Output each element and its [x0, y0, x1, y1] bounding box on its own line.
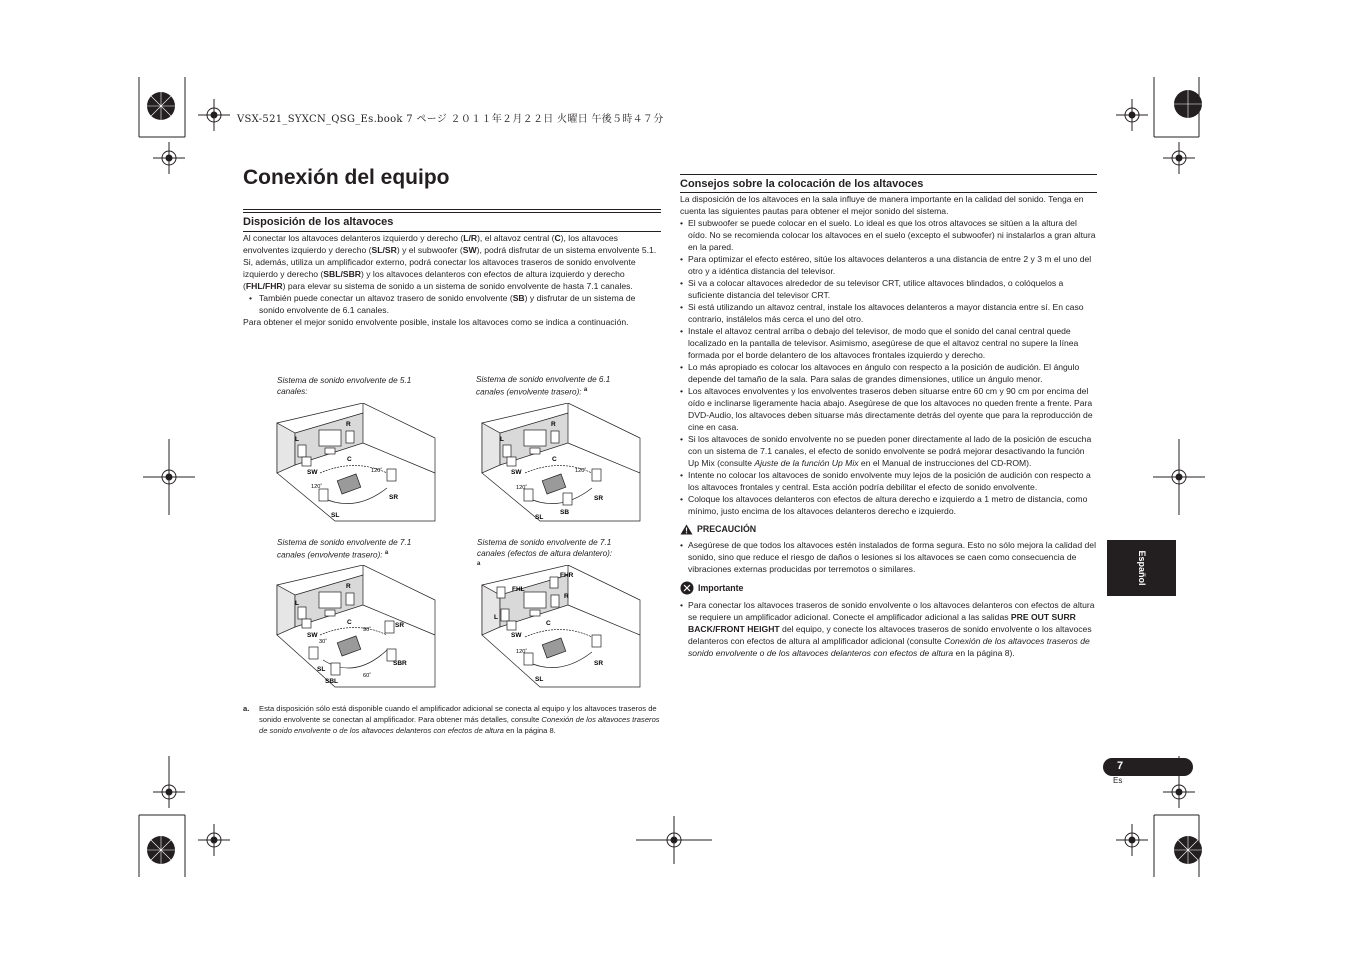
label-L: L — [295, 436, 299, 443]
label-SL: SL — [331, 512, 340, 519]
language-tab: Español — [1107, 540, 1176, 596]
list-item: • Coloque los altavoces delanteros con efectos de altura derecho e izquierdo a 1 metro de distancia, como mínimo, justo encima de los altavoces delanteros derecho e izquierdo. — [680, 493, 1097, 517]
list-item: • Los altavoces envolventes y los envolventes traseros deben situarse entre 60 cm y 90 cm por encima del oído e inclinarse ligeramente hacia abajo. Asegúrese de que los altavoces no queden frente a frente. Para DVD-Audio, los altavoces deben situarse más directamente detrás del oyente que para la reproducción de cine en casa. — [680, 385, 1097, 433]
speaker-diagram-6-1 — [480, 403, 660, 523]
label-R: R — [346, 421, 351, 428]
label-SW: SW — [511, 632, 522, 639]
label-L: L — [494, 614, 498, 621]
label-SBL: SBL — [325, 678, 338, 685]
label-L: L — [500, 436, 504, 443]
angle-label: 120˚ — [575, 468, 587, 474]
label-R: R — [346, 583, 351, 590]
label-SB: SB — [560, 509, 570, 516]
important-icon — [680, 581, 694, 595]
label-SBR: SBR — [393, 660, 407, 667]
list-item: • Si está utilizando un altavoz central, instale los altavoces delanteros a mayor distancia entre sí. En caso contrario, instálelos más cerca el uno del otro. — [680, 301, 1097, 325]
label-SW: SW — [307, 469, 318, 476]
label-SL: SL — [535, 676, 544, 683]
list-item: • Instale el altavoz central arriba o debajo del televisor, de modo que el sonido del canal central quede localizado en la pantalla de televisor. Asimismo, asegúrese de que el altavoz central no supere la línea formada por el borde delantero de los altavoces frontales izquierdo y derecho. — [680, 325, 1097, 361]
list-item: • Lo más apropiado es colocar los altavoces en ángulo con respecto a la posición de audición. El ángulo depende del tamaño de la sala. Para salas de grandes dimensiones, utilice un ángulo menor. — [680, 361, 1097, 385]
label-R: R — [564, 593, 569, 600]
label-SL: SL — [535, 514, 544, 521]
angle-label: 30˚ — [319, 639, 328, 645]
angle-label: 60˚ — [363, 673, 372, 679]
paragraph-external-amp: Si, además, utiliza un amplificador externo, podrá conectar los altavoces traseros de sonido envolvente izquierdo y derecho (SBL/SBR) y los altavoces delanteros con efectos de altura izquierdo y derecho (FHL/FHR) para elevar su sistema de sonido a un sistema de sonido envolvente de hasta 7.1 canales. — [243, 257, 636, 291]
important-text: • Para conectar los altavoces traseros de sonido envolvente o los altavoces delanteros con efectos de altura se requiere un amplificador adicional. Conecte el amplificador adicional a las salidas PRE OUT SURR BACK/FRONT HEIGHT del equipo, y conecte los altavoces traseros de sonido envolvente o los altavoces delanteros con efectos de altura al amplificador adicional (consulte Conexión de los altavoces traseros de sonido envolvente o de los altavoces delanteros con efectos de altura en la página 8). — [680, 599, 1097, 659]
label-C: C — [546, 620, 551, 627]
angle-label: 120˚ — [516, 649, 528, 655]
tips-list — [680, 217, 1097, 517]
angle-label: 120˚ — [371, 468, 383, 474]
right-top-rule — [680, 174, 1097, 175]
page-number: 7 — [1103, 758, 1193, 776]
list-item: • Para optimizar el efecto estéreo, sitúe los altavoces delanteros a una distancia de entre 2 y 3 m el uno del otro y a idéntica distancia del televisor. — [680, 253, 1097, 277]
important-heading: Importante — [680, 581, 1097, 595]
list-item: • Intente no colocar los altavoces de sonido envolvente muy lejos de la posición de audición con respecto a los altavoces frontales y central. Esta acción podría debilitar el efecto de sonido envolvente. — [680, 469, 1097, 493]
placement-tips-body — [680, 193, 1097, 659]
label-SR: SR — [389, 494, 399, 501]
label-R: R — [551, 421, 556, 428]
section-title-placement-tips: Consejos sobre la colocación de los altavoces — [680, 178, 924, 190]
section-title-speaker-layout: Disposición de los altavoces — [243, 216, 394, 228]
file-info-header: VSX-521_SYXCN_QSG_Es.book 7 ページ ２０１１年２月２２日 火曜日 午後５時４７分 — [237, 114, 664, 125]
label-SR: SR — [594, 660, 604, 667]
title-rule-2 — [243, 212, 661, 213]
paragraph-intro: Al conectar los altavoces delanteros izquierdo y derecho (L/R), el altavoz central (C), los altavoces envolventes izquierdo y derecho (SL/SR) y el subwoofer (SW), podrá disfrutar de un sistema envolvente 5.1. — [243, 233, 657, 255]
list-item: • Si va a colocar altavoces alrededor de su televisor CRT, utilice altavoces blindados, o colóquelos a suficiente distancia del televisor CRT. — [680, 277, 1097, 301]
speaker-diagram-5-1 — [275, 403, 455, 523]
diagram-caption-5-1: Sistema de sonido envolvente de 5.1 canales: — [277, 376, 412, 396]
warning-icon — [680, 524, 693, 535]
list-item: • El subwoofer se puede colocar en el suelo. Lo ideal es que los otros altavoces se sitúen a la altura del oído. No se recomienda colocar los altavoces en el suelo (excepto el subwoofer) ni instalarlos a gran altura en la pared. — [680, 217, 1097, 253]
footnote: a. Esta disposición sólo está disponible cuando el amplificador adicional se conecta al equipo y los altavoces traseros de sonido envolvente se conectan al amplificador. Para obtener más detalles, consulte Conexión de los altavoces traseros de sonido envolvente o de los altavoces delanteros con efectos de altura en la página 8. — [243, 704, 660, 735]
diagram-caption-7-1-back: Sistema de sonido envolvente de 7.1 canales (envolvente trasero): $^a$ — [277, 538, 412, 560]
label-SR: SR — [395, 622, 405, 629]
page-language: Es — [1113, 776, 1123, 785]
label-FHL: FHL — [512, 586, 525, 593]
list-item: • Si los altavoces de sonido envolvente no se pueden poner directamente al lado de la posición de escucha con un sistema de 7.1 canales, el efecto de sonido envolvente se podrá mejorar desactivando la función Up Mix (consulte Ajuste de la función Up Mix en el Manual de instrucciones del CD-ROM). — [680, 433, 1097, 469]
label-SL: SL — [317, 666, 326, 673]
title-rule — [243, 209, 661, 210]
caution-heading: PRECAUCIÓN — [680, 523, 1097, 535]
label-SW: SW — [307, 632, 318, 639]
label-FHR: FHR — [560, 572, 574, 579]
diagram-caption-6-1: Sistema de sonido envolvente de 6.1 canales (envolvente trasero): $^a$ — [476, 375, 611, 397]
angle-label: 120˚ — [516, 485, 528, 491]
speaker-layout-body — [243, 232, 661, 328]
tips-intro: La disposición de los altavoces en la sala influye de manera importante en la calidad del sonido. Tenga en cuenta las siguientes pautas para obtener el mejor sonido del sistema. — [680, 194, 1084, 216]
page-title: Conexión del equipo — [243, 166, 450, 189]
caution-text: • Asegúrese de que todos los altavoces estén instalados de forma segura. Esto no sólo mejora la calidad del sonido, sino que reduce el riesgo de daños o lesiones si los altavoces se caen como consecuencia de vibraciones externas producidas por terremotos o similares. — [680, 539, 1097, 575]
angle-label: 120˚ — [311, 484, 323, 490]
angle-label: 90˚ — [363, 627, 372, 633]
speaker-diagram-7-1-height — [480, 565, 660, 690]
label-C: C — [552, 456, 557, 463]
diagram-caption-7-1-height: Sistema de sonido envolvente de 7.1 canales (efectos de altura delantero): $^a$ — [477, 538, 613, 567]
label-C: C — [347, 619, 352, 626]
label-L: L — [295, 600, 299, 607]
label-SW: SW — [511, 469, 522, 476]
paragraph-best-sound: Para obtener el mejor sonido envolvente posible, instale los altavoces como se indica a continuación. — [243, 317, 629, 327]
speaker-diagram-7-1-back — [275, 565, 455, 690]
list-item: • También puede conectar un altavoz trasero de sonido envolvente (SB) y disfrutar de un sistema de sonido envolvente de 6.1 canales. — [243, 292, 661, 316]
label-SR: SR — [594, 495, 604, 502]
label-C: C — [347, 456, 352, 463]
